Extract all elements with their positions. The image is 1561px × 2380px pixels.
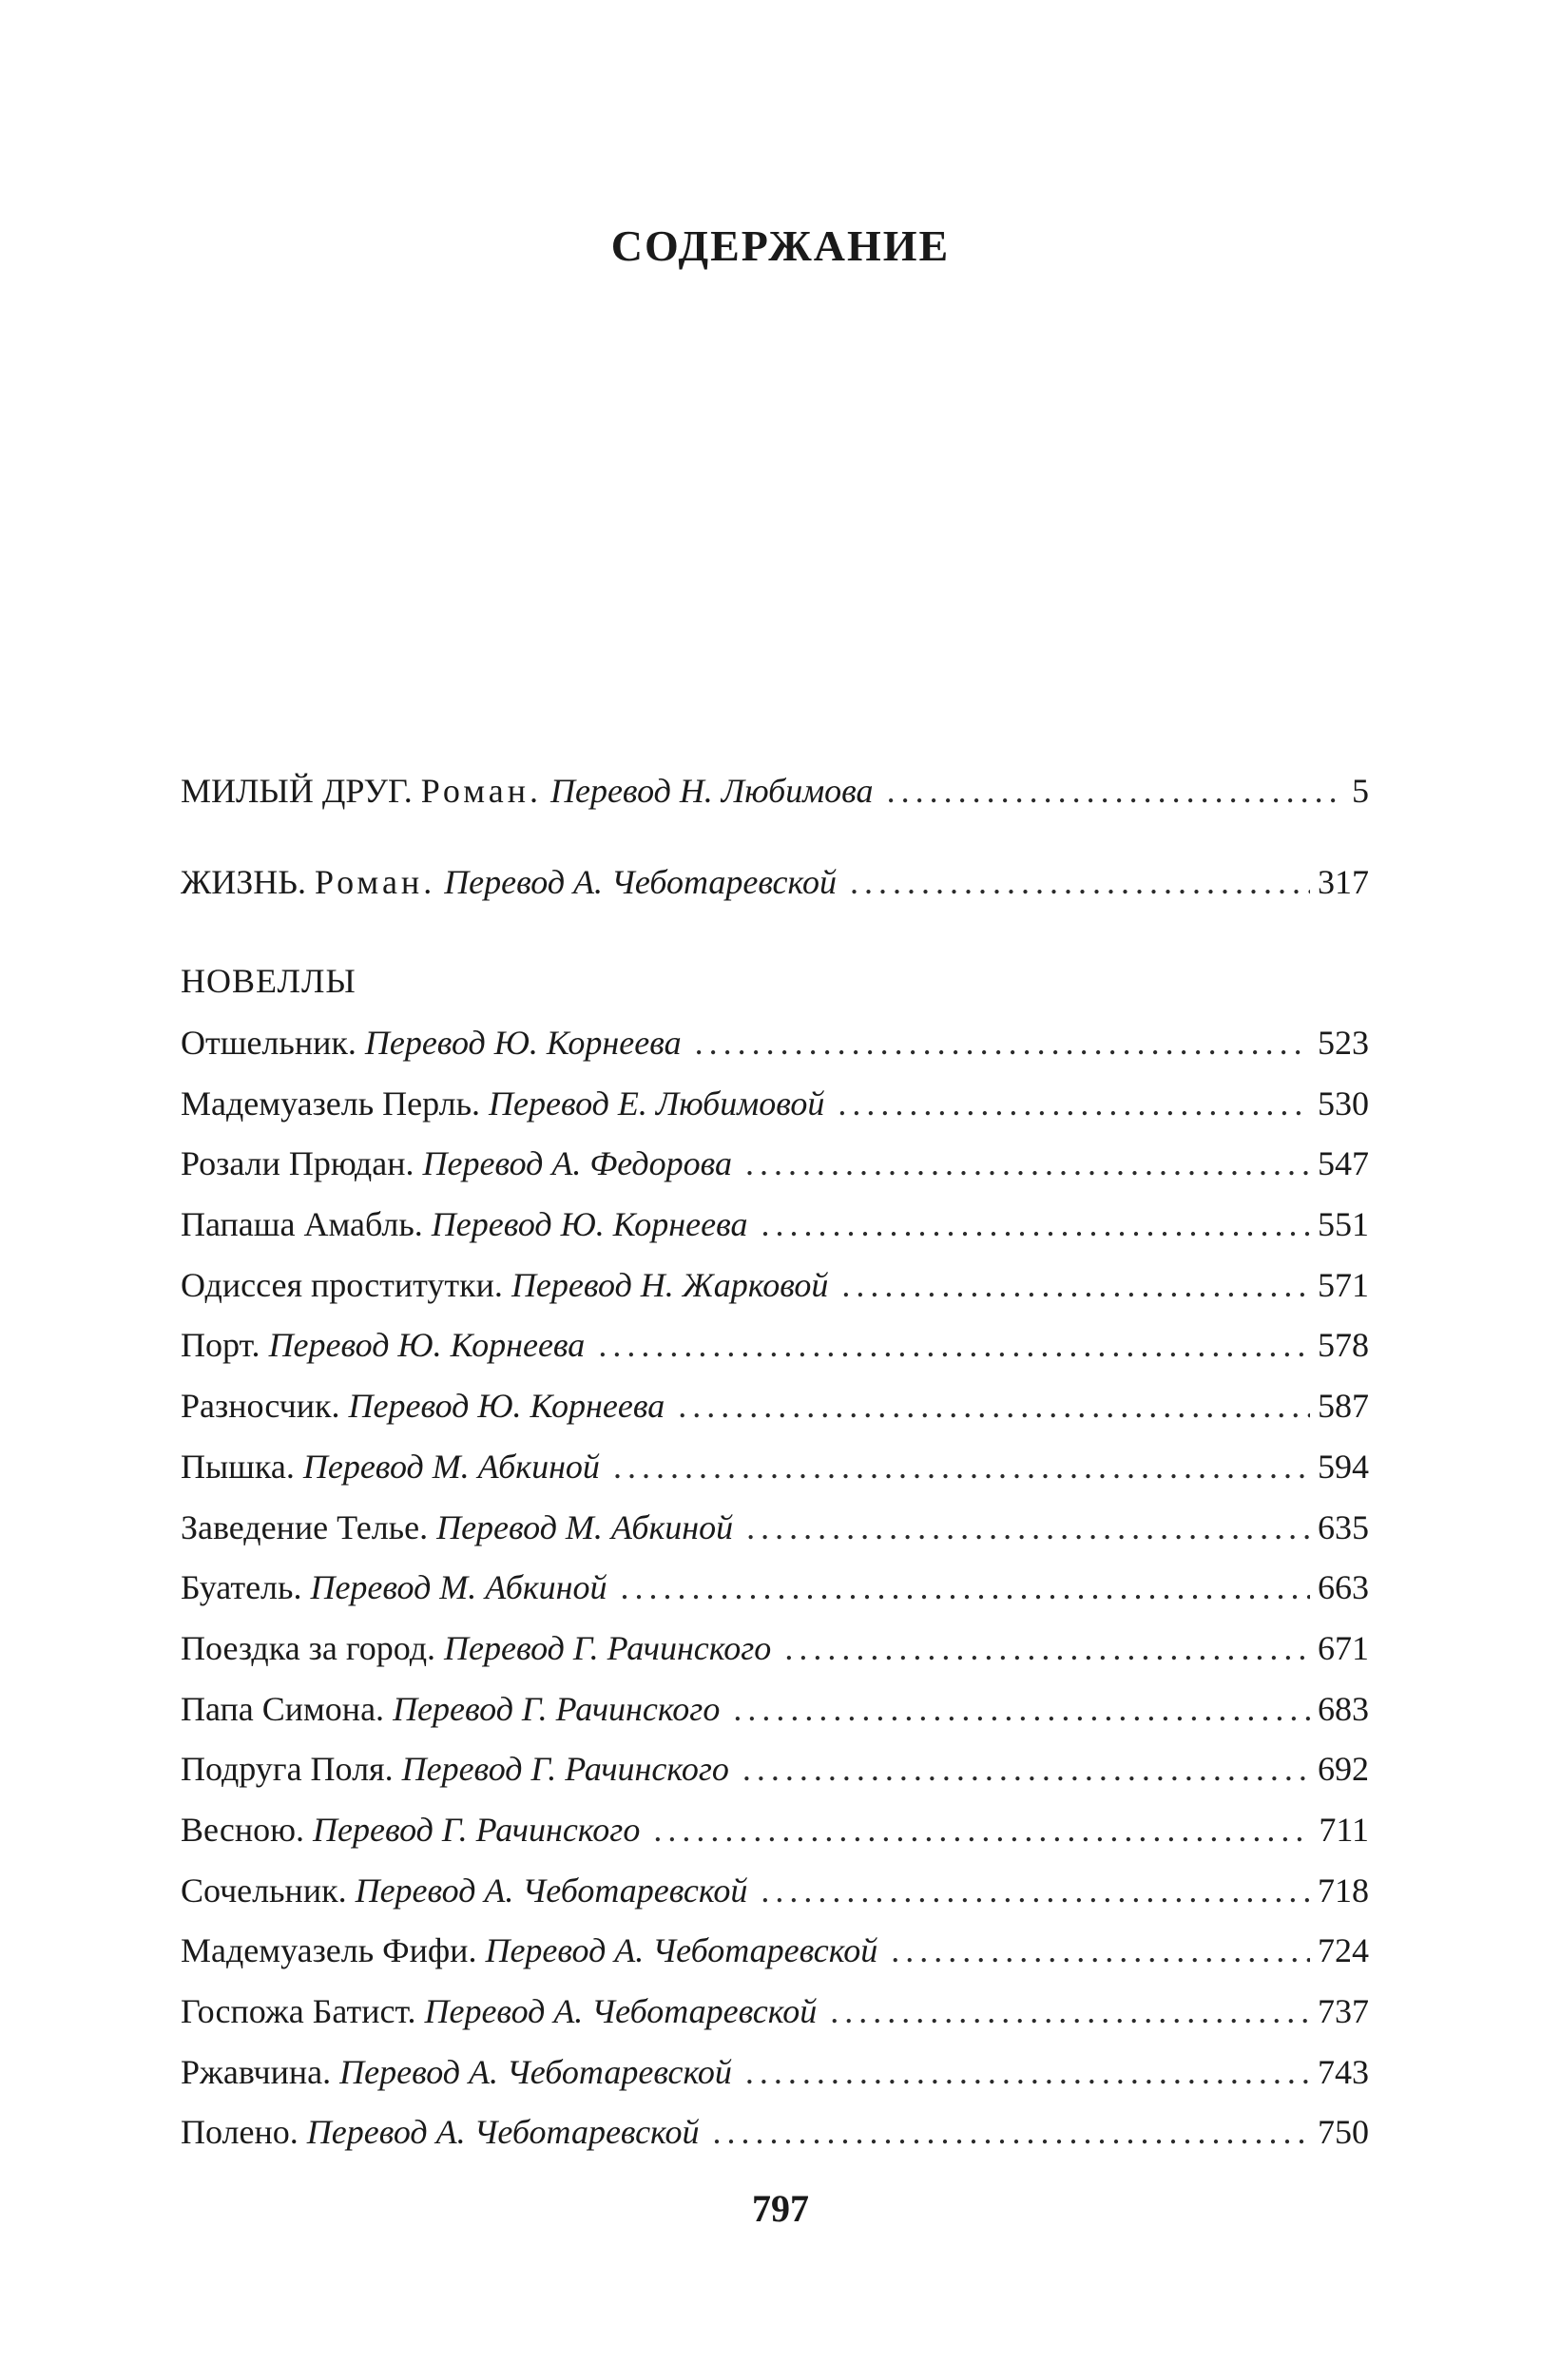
entry-title: Мадемуазель Фифи. xyxy=(181,1931,477,1970)
toc-entry xyxy=(181,1315,1369,1376)
toc-entry xyxy=(181,1437,1369,1498)
dot-leader xyxy=(745,2043,1310,2103)
entry-translator: Перевод Г. Рачинского xyxy=(393,1689,721,1728)
entry-translator: Перевод Н. Любимова xyxy=(549,772,874,810)
dot-leader xyxy=(746,1498,1310,1559)
page-number: 797 xyxy=(752,2187,809,2230)
entry-page-number: 724 xyxy=(1318,1931,1369,1970)
toc-entry xyxy=(181,1013,1369,1074)
page-title: СОДЕРЖАНИЕ xyxy=(610,221,951,270)
entry-translator: Перевод Ю. Корнеева xyxy=(364,1024,682,1062)
toc-entry xyxy=(181,1982,1369,2043)
entry-page-number: 578 xyxy=(1318,1326,1369,1365)
entry-title: Мадемуазель Перль. xyxy=(181,1084,481,1123)
entry-page-number: 551 xyxy=(1318,1205,1369,1244)
table-of-contents xyxy=(181,760,1369,2163)
entry-translator: Перевод А. Чеботаревской xyxy=(339,2052,732,2091)
entry-page-number: 718 xyxy=(1318,1871,1369,1910)
dot-leader xyxy=(742,1739,1310,1800)
entry-title: Отшельник. xyxy=(181,1024,357,1062)
entry-page-number: 5 xyxy=(1352,772,1369,810)
entry-title: Сочельник. xyxy=(181,1871,347,1910)
entry-page-number: 587 xyxy=(1318,1387,1369,1426)
entry-title: Папа Симона. xyxy=(181,1689,385,1728)
dot-leader xyxy=(653,1800,1311,1861)
dot-leader xyxy=(830,1982,1310,2043)
entry-translator: Перевод М. Абкиной xyxy=(310,1568,607,1607)
entry-genre: Роман. xyxy=(420,772,542,810)
dot-leader xyxy=(887,760,1344,821)
entry-translator: Перевод А. Федорова xyxy=(422,1144,732,1183)
toc-entry xyxy=(181,1498,1369,1559)
toc-entry xyxy=(181,1861,1369,1922)
dot-leader xyxy=(613,1437,1310,1498)
entry-page-number: 547 xyxy=(1318,1144,1369,1183)
entry-translator: Перевод А. Чеботаревской xyxy=(306,2113,700,2152)
toc-entry xyxy=(181,1134,1369,1195)
entry-title: Подруга Поля. xyxy=(181,1750,394,1789)
entry-translator: Перевод Е. Любимовой xyxy=(489,1084,825,1123)
toc-entry xyxy=(181,1195,1369,1256)
dot-leader xyxy=(838,1074,1310,1135)
dot-leader xyxy=(784,1619,1310,1679)
entry-translator: Перевод Г. Рачинского xyxy=(444,1628,772,1667)
dot-leader xyxy=(841,1256,1310,1316)
dot-leader xyxy=(850,852,1310,912)
toc-entry xyxy=(181,1074,1369,1135)
toc-entry xyxy=(181,1679,1369,1740)
entry-translator: Перевод Ю. Корнеева xyxy=(348,1387,665,1426)
toc-entry xyxy=(181,1619,1369,1679)
entry-title: Весною. xyxy=(181,1810,305,1849)
toc-entry xyxy=(181,1256,1369,1316)
entry-title: ЖИЗНЬ. xyxy=(181,863,306,901)
dot-leader xyxy=(713,2102,1310,2163)
entry-translator: Перевод А. Чеботаревской xyxy=(485,1931,878,1970)
entry-page-number: 594 xyxy=(1318,1447,1369,1486)
dot-leader xyxy=(891,1921,1310,1982)
entry-title: Заведение Телье. xyxy=(181,1507,429,1546)
entry-page-number: 711 xyxy=(1319,1810,1369,1849)
entry-title: Пышка. xyxy=(181,1447,295,1486)
entry-page-number: 692 xyxy=(1318,1750,1369,1789)
entry-translator: Перевод М. Абкиной xyxy=(436,1507,734,1546)
entry-title: Папаша Амабль. xyxy=(181,1205,423,1244)
dot-leader xyxy=(761,1195,1310,1256)
entry-translator: Перевод Ю. Корнеева xyxy=(431,1205,748,1244)
dot-leader xyxy=(733,1679,1310,1740)
entry-page-number: 737 xyxy=(1318,1992,1369,2030)
entry-translator: Перевод Ю. Корнеева xyxy=(268,1326,586,1365)
entry-translator: Перевод Г. Рачинского xyxy=(313,1810,641,1849)
toc-entry-major xyxy=(181,852,1369,943)
toc-entry xyxy=(181,1739,1369,1800)
entry-page-number: 663 xyxy=(1318,1568,1369,1607)
dot-leader xyxy=(678,1376,1310,1437)
entry-page-number: 571 xyxy=(1318,1265,1369,1304)
toc-entry xyxy=(181,1800,1369,1861)
entry-translator: Перевод А. Чеботаревской xyxy=(444,863,837,901)
toc-entry xyxy=(181,1376,1369,1437)
entry-page-number: 750 xyxy=(1318,2113,1369,2152)
entry-translator: Перевод М. Абкиной xyxy=(302,1447,600,1486)
entry-title: Полено. xyxy=(181,2113,299,2152)
entry-page-number: 530 xyxy=(1318,1084,1369,1123)
dot-leader xyxy=(761,1861,1310,1922)
entry-title: Одиссея проститутки. xyxy=(181,1265,503,1304)
entry-page-number: 317 xyxy=(1318,863,1369,901)
toc-entry xyxy=(181,1558,1369,1619)
entry-title: Ржавчина. xyxy=(181,2052,332,2091)
entry-page-number: 523 xyxy=(1318,1024,1369,1062)
entry-title: Поездка за город. xyxy=(181,1628,436,1667)
toc-entry xyxy=(181,1921,1369,1982)
entry-title: Порт. xyxy=(181,1326,260,1365)
toc-entry xyxy=(181,2043,1369,2103)
entry-translator: Перевод А. Чеботаревской xyxy=(424,1992,818,2030)
toc-entry-major xyxy=(181,760,1369,852)
entry-translator: Перевод Г. Рачинского xyxy=(401,1750,729,1789)
dot-leader xyxy=(621,1558,1310,1619)
entry-genre: Роман. xyxy=(314,863,436,901)
toc-entry xyxy=(181,2102,1369,2163)
dot-leader xyxy=(598,1315,1310,1376)
entry-page-number: 635 xyxy=(1318,1507,1369,1546)
section-heading: НОВЕЛЛЫ xyxy=(181,962,357,1000)
entry-title: Буатель. xyxy=(181,1568,302,1607)
dot-leader xyxy=(745,1134,1310,1195)
entry-title: Розали Прюдан. xyxy=(181,1144,414,1183)
dot-leader xyxy=(695,1013,1310,1074)
entry-title: Разносчик. xyxy=(181,1387,340,1426)
section-entries xyxy=(181,1013,1369,2163)
entry-page-number: 743 xyxy=(1318,2052,1369,2091)
entry-page-number: 683 xyxy=(1318,1689,1369,1728)
entry-translator: Перевод А. Чеботаревской xyxy=(355,1871,748,1910)
entry-page-number: 671 xyxy=(1318,1628,1369,1667)
entry-title: МИЛЫЙ ДРУГ. xyxy=(181,772,413,810)
entry-title: Госпожа Батист. xyxy=(181,1992,416,2030)
entry-translator: Перевод Н. Жарковой xyxy=(511,1265,829,1304)
